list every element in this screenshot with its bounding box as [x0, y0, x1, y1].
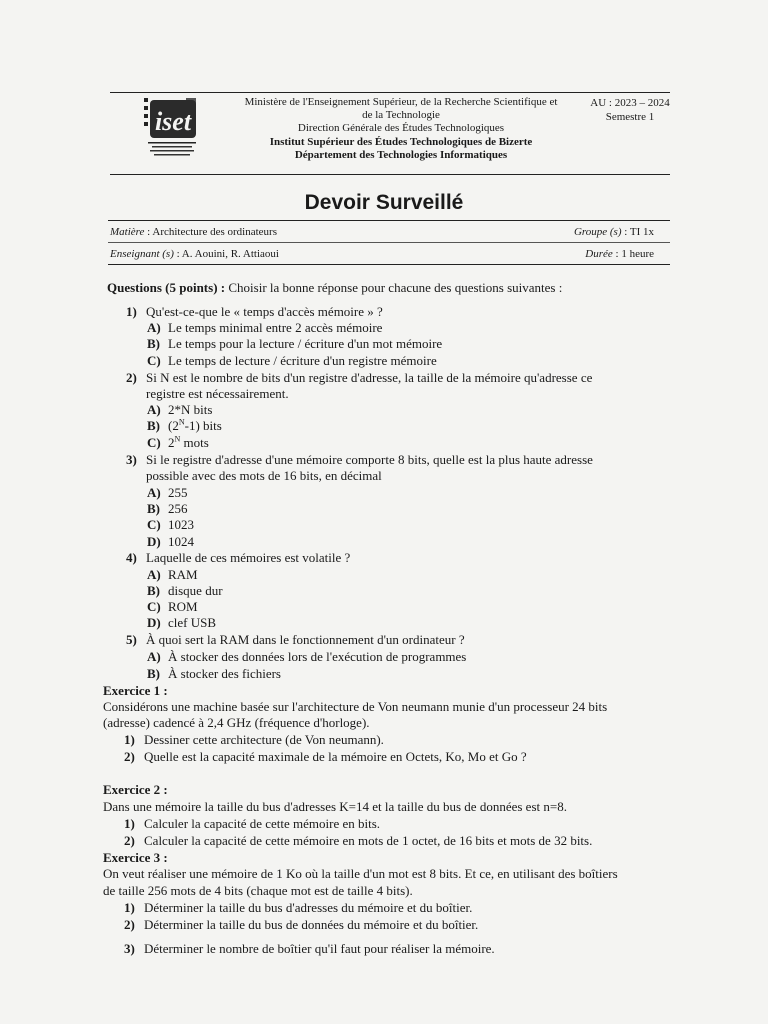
- q4-a-text: RAM: [168, 567, 198, 582]
- q3-option-d: [147, 534, 194, 550]
- direction-line: Direction Générale des Études Technologiques: [297, 122, 505, 135]
- q1-option-a: [147, 320, 382, 336]
- ex1-item1-num: 1): [124, 732, 135, 747]
- q2-text-line2: registre est nécessairement.: [146, 386, 289, 401]
- q3-text-line1: Si le registre d'adresse d'une mémoire comporte 8 bits, quelle est la plus haute adresse: [146, 452, 593, 467]
- iset-logo-icon: [142, 96, 200, 158]
- exercise-1-line2: (adresse) cadencé à 2,4 GHz (fréquence d'horloge).: [103, 715, 370, 730]
- question-3-cont: [146, 468, 382, 484]
- ex1-item2-num: 2): [124, 749, 135, 764]
- exercise-3-line2: de taille 256 mots de 4 bits (chaque mot est de taille 4 bits).: [103, 883, 413, 898]
- q4-d-text: clef USB: [168, 615, 217, 630]
- q2-option-c: [147, 435, 209, 451]
- q5-num: 5): [126, 632, 137, 647]
- q3-option-c: [147, 517, 194, 533]
- q3-d-text: 1024: [168, 534, 194, 549]
- opt-label: A): [147, 320, 161, 335]
- duree-label: Durée: [585, 248, 613, 260]
- ex3-item1-num: 1): [124, 900, 135, 915]
- opt-label: D): [147, 534, 161, 549]
- ex3-item2-num: 2): [124, 917, 135, 932]
- q3-num: 3): [126, 452, 137, 467]
- q3-b-text: 256: [168, 501, 188, 516]
- question-1: [126, 304, 383, 320]
- opt-label: A): [147, 485, 161, 500]
- opt-label: A): [147, 402, 161, 417]
- ex2-item2-text: Calculer la capacité de cette mémoire en mots de 1 octet, de 16 bits et mots de 32 bits.: [144, 833, 593, 848]
- exercise-2-title: Exercice 2 :: [103, 782, 168, 797]
- q2-num: 2): [126, 370, 137, 385]
- questions-heading: [107, 280, 562, 296]
- ex1-item2-text: Quelle est la capacité maximale de la mémoire en Octets, Ko, Mo et Go ?: [144, 749, 527, 764]
- q2-c-sup: N: [174, 434, 181, 444]
- meta-row-2: [110, 248, 654, 260]
- q3-text-line2: possible avec des mots de 16 bits, en décimal: [146, 468, 382, 483]
- q2-a-text: 2*N bits: [168, 402, 213, 417]
- duree-field: [585, 248, 654, 260]
- q2-option-b: [147, 418, 222, 434]
- meta-mid-rule: [108, 242, 670, 243]
- exercise-3-line1: On veut réaliser une mémoire de 1 Ko où la taille d'un mot est 8 bits. Et ce, en utilisant des boîtiers: [103, 866, 618, 881]
- exercise-3-item-2: [124, 917, 478, 933]
- enseignant-label: Enseignant (s): [110, 248, 174, 260]
- opt-label: C): [147, 435, 161, 450]
- question-2: [126, 370, 592, 386]
- q5-b-text: À stocker des fichiers: [168, 666, 281, 681]
- opt-label: D): [147, 615, 161, 630]
- q2-b-post: -1) bits: [184, 418, 222, 433]
- q4-option-b: [147, 583, 223, 599]
- q4-option-c: [147, 599, 198, 615]
- svg-text:iset: iset: [154, 107, 192, 136]
- ex1-item1-text: Dessiner cette architecture (de Von neumann).: [144, 732, 384, 747]
- exercise-1-line1: Considérons une machine basée sur l'architecture de Von neumann munie d'un processeur 24 bits: [103, 699, 608, 714]
- opt-label: A): [147, 649, 161, 664]
- enseignant-value: : A. Aouini, R. Attiaoui: [173, 248, 279, 260]
- exercise-3-title: Exercice 3 :: [103, 850, 168, 865]
- q2-b-pre: (2: [168, 418, 179, 433]
- q2-b-sup: N: [178, 417, 185, 427]
- opt-label: C): [147, 353, 161, 368]
- q3-option-b: [147, 501, 188, 517]
- q1-num: 1): [126, 304, 137, 319]
- ex3-item3-num: 3): [124, 941, 135, 956]
- q1-b-text: Le temps pour la lecture / écriture d'un mot mémoire: [168, 336, 443, 351]
- q1-option-b: [147, 336, 442, 352]
- question-4: [126, 550, 350, 566]
- duree-value: : 1 heure: [612, 248, 654, 260]
- page-title: Devoir Surveillé: [304, 191, 464, 214]
- exercise-1-item-2: [124, 749, 527, 765]
- ministry-line2: de la Technologie: [362, 109, 440, 122]
- opt-label: C): [147, 599, 161, 614]
- opt-label: B): [147, 583, 160, 598]
- exercise-3-item-1: [124, 900, 472, 916]
- opt-label: A): [147, 567, 161, 582]
- q4-option-d: [147, 615, 216, 631]
- q5-text: À quoi sert la RAM dans le fonctionnement d'un ordinateur ?: [146, 632, 465, 647]
- opt-label: B): [147, 336, 160, 351]
- q1-a-text: Le temps minimal entre 2 accès mémoire: [168, 320, 383, 335]
- academic-year: AU : 2023 – 2024: [590, 97, 670, 109]
- institute-line: Institut Supérieur des Études Technologiques de Bizerte: [269, 135, 533, 148]
- ex3-item3-text: Déterminer le nombre de boîtier qu'il faut pour réaliser la mémoire.: [144, 941, 495, 956]
- ex3-item2-text: Déterminer la taille du bus de données du mémoire et du boîtier.: [144, 917, 479, 932]
- q4-option-a: [147, 567, 198, 583]
- questions-heading-label: Questions (5 points) :: [107, 280, 226, 295]
- q1-c-text: Le temps de lecture / écriture d'un registre mémoire: [168, 353, 437, 368]
- institution-block: [222, 96, 580, 162]
- opt-label: B): [147, 501, 160, 516]
- q3-option-a: [147, 485, 188, 501]
- q2-option-a: [147, 402, 212, 418]
- matiere-value: : Architecture des ordinateurs: [144, 226, 277, 238]
- exercise-2-line1: Dans une mémoire la taille du bus d'adresses K=14 et la taille du bus de données est n=8.: [103, 799, 567, 814]
- question-5: [126, 632, 465, 648]
- matiere-label: Matière: [110, 226, 145, 238]
- ex2-item2-num: 2): [124, 833, 135, 848]
- meta-top-rule: [108, 220, 670, 221]
- q3-c-text: 1023: [168, 517, 194, 532]
- q5-option-b: [147, 666, 281, 682]
- q5-option-a: [147, 649, 466, 665]
- groupe-field: [574, 226, 654, 238]
- q1-option-c: [147, 353, 437, 369]
- meta-row-1: [110, 226, 654, 238]
- groupe-label: Groupe (s): [573, 226, 622, 238]
- ex3-item1-text: Déterminer la taille du bus d'adresses du mémoire et du boîtier.: [144, 900, 473, 915]
- exercise-3-item-3: [124, 941, 495, 957]
- q1-text: Qu'est-ce-que le « temps d'accès mémoire » ?: [146, 304, 383, 319]
- header-top-rule: [110, 92, 670, 93]
- opt-label: B): [147, 418, 160, 433]
- q4-b-text: disque dur: [168, 583, 223, 598]
- q2-c-pre: 2: [168, 435, 175, 450]
- q4-num: 4): [126, 550, 137, 565]
- exercise-1-title: Exercice 1 :: [103, 683, 168, 698]
- exercise-2-item-2: [124, 833, 592, 849]
- header-bottom-rule: [110, 174, 670, 175]
- meta-bottom-rule: [108, 264, 670, 265]
- iset-logo: [142, 96, 200, 158]
- opt-label: B): [147, 666, 160, 681]
- exercise-1-item-1: [124, 732, 384, 748]
- exercise-2-item-1: [124, 816, 380, 832]
- q2-c-post: mots: [180, 435, 209, 450]
- q5-a-text: À stocker des données lors de l'exécution de programmes: [168, 649, 467, 664]
- academic-info: [580, 96, 680, 124]
- ministry-line1: Ministère de l'Enseignement Supérieur, de la Recherche Scientifique et: [244, 96, 558, 108]
- department-line: Département des Technologies Informatiques: [294, 148, 508, 161]
- questions-instruction: Choisir la bonne réponse pour chacune des questions suivantes :: [225, 280, 563, 295]
- question-2-cont: [146, 386, 289, 402]
- q4-text: Laquelle de ces mémoires est volatile ?: [146, 550, 351, 565]
- groupe-value: : TI 1x: [621, 226, 654, 238]
- ex2-item1-text: Calculer la capacité de cette mémoire en bits.: [144, 816, 381, 831]
- q2-text-line1: Si N est le nombre de bits d'un registre d'adresse, la taille de la mémoire qu'adresse ce: [146, 370, 593, 385]
- opt-label: C): [147, 517, 161, 532]
- q4-c-text: ROM: [168, 599, 198, 614]
- question-3: [126, 452, 593, 468]
- q3-a-text: 255: [168, 485, 188, 500]
- semester: Semestre 1: [605, 111, 655, 123]
- ex2-item1-num: 1): [124, 816, 135, 831]
